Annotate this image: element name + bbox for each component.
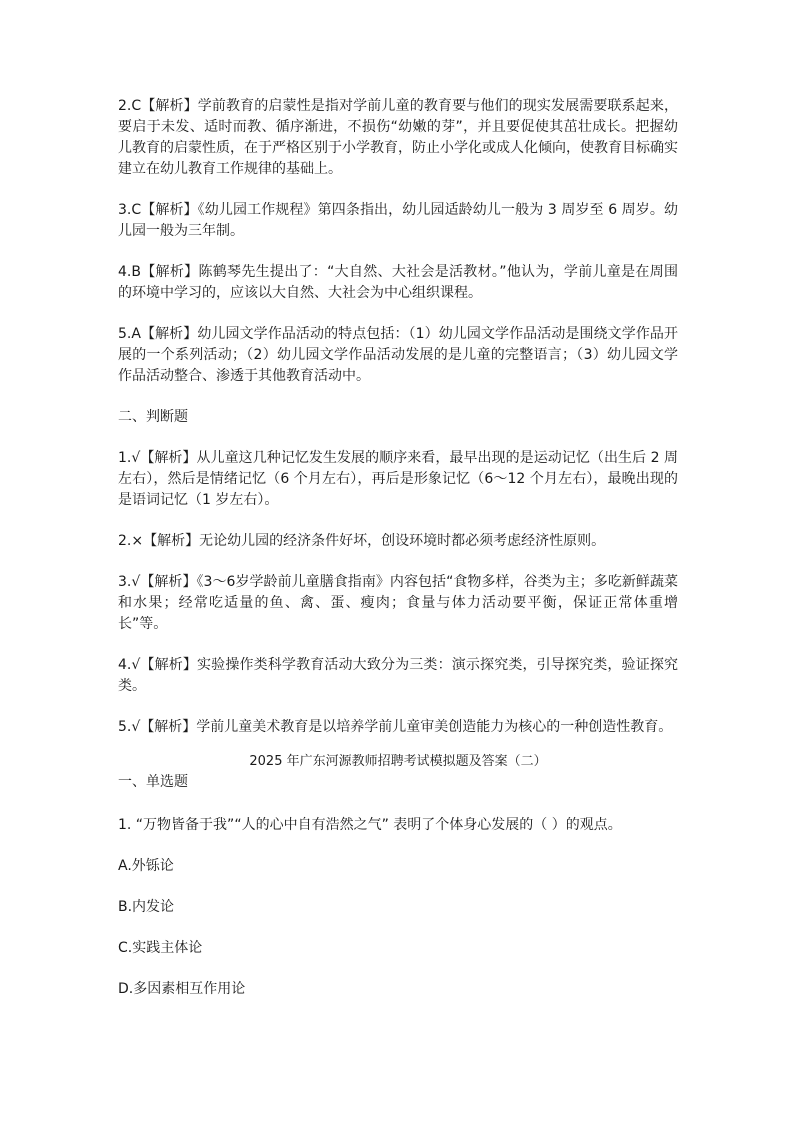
document-page <box>118 96 678 1020</box>
answer-paragraph: 2.C【解析】学前教育的启蒙性是指对学前儿童的教育要与他们的现实发展需要联系起来，要启于未发、适时而教、循序渐进，不损伤“幼嫩的芽”，并且要促使其茁壮成长。把握幼儿教育的启蒙性质，在于严格区别于小学教育，防止小学化或成人化倾向，使教育目标确实建立在幼儿教育工作规律的基础上。 <box>118 98 678 177</box>
answer-paragraph: 2.×【解析】无论幼儿园的经济条件好坏，创设环境时都必须考虑经济性原则。 <box>118 533 606 549</box>
answer-paragraph: 1.√【解析】从儿童这几种记忆发生发展的顺序来看，最早出现的是运动记忆（出生后 2 周左右），然后是情绪记忆（6 个月左右），再后是形象记忆（6～12 个月左右），最晚出现的是语词记忆（1 岁左右）。 <box>118 450 678 508</box>
answer-paragraph: 5.√【解析】学前儿童美术教育是以培养学前儿童审美创造能力为核心的一种创造性教育。 <box>118 719 673 735</box>
answer-paragraph: 3.C【解析】《幼儿园工作规程》第四条指出，幼儿园适龄幼儿一般为 3 周岁至 6 周岁。幼儿园一般为三年制。 <box>118 202 678 239</box>
option-d: D.多因素相互作用论 <box>118 981 246 997</box>
section-heading-judgement: 二、判断题 <box>118 409 188 425</box>
section-heading-single-choice: 一、单选题 <box>118 774 188 790</box>
answer-paragraph: 5.A【解析】幼儿园文学作品活动的特点包括：（1）幼儿园文学作品活动是围绕文学作品开展的一个系列活动；（2）幼儿园文学作品活动发展的是儿童的完整语言；（3）幼儿园文学作品活动整合、渗透于其他教育活动中。 <box>118 326 678 384</box>
answer-paragraph: 3.√【解析】《3～6岁学龄前儿童膳食指南》内容包括“食物多样，谷类为主；多吃新鲜蔬菜和水果；经常吃适量的鱼、禽、蛋、瘦肉；食量与体力活动要平衡，保证正常体重增长”等。 <box>118 574 678 632</box>
option-c: C.实践主体论 <box>118 940 203 956</box>
answer-paragraph: 4.B【解析】陈鹤琴先生提出了：“大自然、大社会是活教材。”他认为，学前儿童是在周围的环境中学习的，应该以大自然、大社会为中心组织课程。 <box>118 264 678 301</box>
question-stem: 1. “万物皆备于我”“人的心中自有浩然之气” 表明了个体身心发展的（ ）的观点。 <box>118 817 622 833</box>
document-title: 2025 年广东河源教师招聘考试模拟题及答案（二） <box>249 754 547 769</box>
answer-paragraph: 4.√【解析】实验操作类科学教育活动大致分为三类：演示探究类，引导探究类，验证探究类。 <box>118 657 678 694</box>
option-b: B.内发论 <box>118 899 175 915</box>
option-a: A.外铄论 <box>118 858 174 874</box>
